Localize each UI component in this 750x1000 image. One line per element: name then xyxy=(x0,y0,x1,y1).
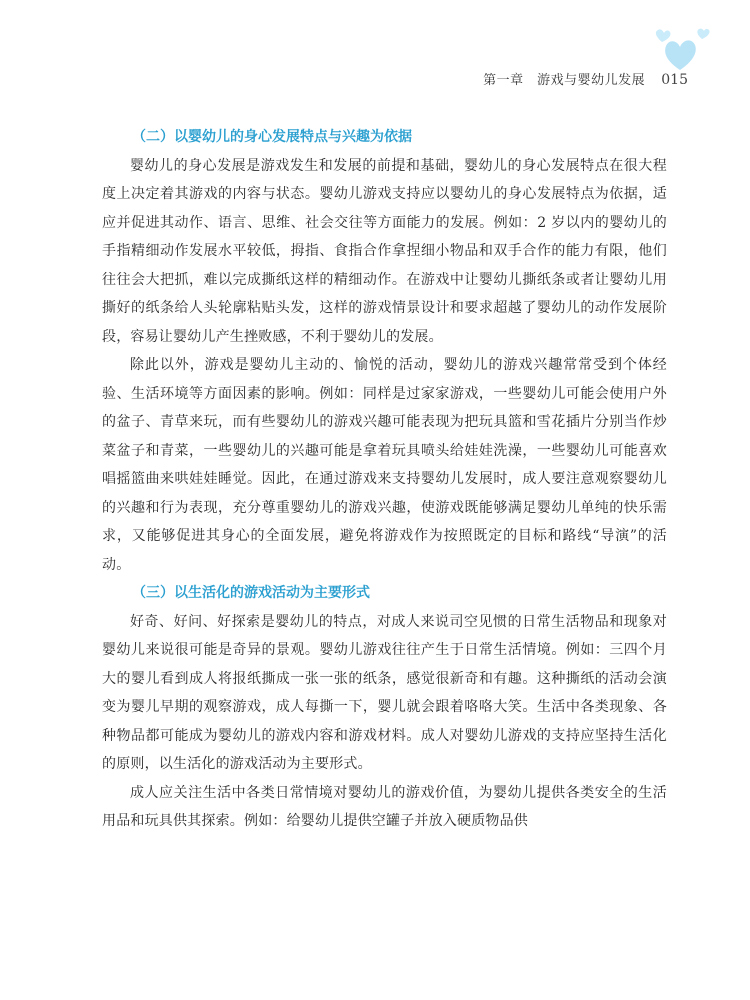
paragraph: 婴幼儿的身心发展是游戏发生和发展的前提和基础，婴幼儿的身心发展特点在很大程度上决定着其游戏的内容与状态。婴幼儿游戏支持应以婴幼儿的身心发展特点为依据，适应并促进其动作、语言、思维、社会交往等方面能力的发展。例如：2 岁以内的婴幼儿的手指精细动作发展水平较低，拇指、食指合作拿捏细小物品和双手合作的能力有限，他们往往会大把抓，难以完成撕纸这样的精细动作。在游戏中让婴幼儿撕纸条或者让婴幼儿用撕好的纸条给人头轮廓粘贴头发，这样的游戏情景设计和要求超越了婴幼儿的动作发展阶段，容易让婴幼儿产生挫败感，不利于婴幼儿的发展。 xyxy=(102,157,667,345)
section-heading-3: （三）以生活化的游戏活动为主要形式 xyxy=(132,585,370,601)
chapter-title: 第一章 游戏与婴幼儿发展 xyxy=(483,73,646,88)
page-body xyxy=(102,123,667,836)
section-heading-2: （二）以婴幼儿的身心发展特点与兴趣为依据 xyxy=(132,129,412,145)
heart-small-right xyxy=(697,29,709,39)
heart-small-left xyxy=(656,29,671,42)
paragraph: 除此以外，游戏是婴幼儿主动的、愉悦的活动，婴幼儿的游戏兴趣常常受到个体经验、生活环境等方面因素的影响。例如：同样是过家家游戏，一些婴幼儿可能会使用户外的盆子、青草来玩，而有些婴幼儿的游戏兴趣可能表现为把玩具篮和雪花插片分别当作炒菜盆子和青菜，一些婴幼儿的兴趣可能是拿着玩具喷头给娃娃洗澡，一些婴幼儿可能喜欢唱摇篮曲来哄娃娃睡觉。因此，在通过游戏来支持婴幼儿发展时，成人要注意观察婴幼儿的兴趣和行为表现，充分尊重婴幼儿的游戏兴趣，使游戏既能够满足婴幼儿单纯的快乐需求，又能够促进其身心的全面发展，避免将游戏作为按照既定的目标和路线“导演”的活动。 xyxy=(102,357,667,573)
running-header xyxy=(483,69,688,88)
paragraph: 好奇、好问、好探索是婴幼儿的特点，对成人来说司空见惯的日常生活物品和现象对婴幼儿来说很可能是奇异的景观。婴幼儿游戏往往产生于日常生活情境。例如：三四个月大的婴儿看到成人将报纸撕成一张一张的纸条，感觉很新奇和有趣。这种撕纸的活动会演变为婴儿早期的观察游戏，成人每撕一下，婴儿就会跟着咯咯大笑。生活中各类现象、各种物品都可能成为婴幼儿的游戏内容和游戏材料。成人对婴幼儿游戏的支持应坚持生活化的原则，以生活化的游戏活动为主要形式。 xyxy=(102,613,667,772)
hearts-icon xyxy=(650,22,714,74)
paragraph: 成人应关注生活中各类日常情境对婴幼儿的游戏价值，为婴幼儿提供各类安全的生活用品和玩具供其探索。例如：给婴幼儿提供空罐子并放入硬质物品供 xyxy=(102,784,667,829)
page-number: 015 xyxy=(661,72,688,88)
heart-large xyxy=(665,40,696,70)
